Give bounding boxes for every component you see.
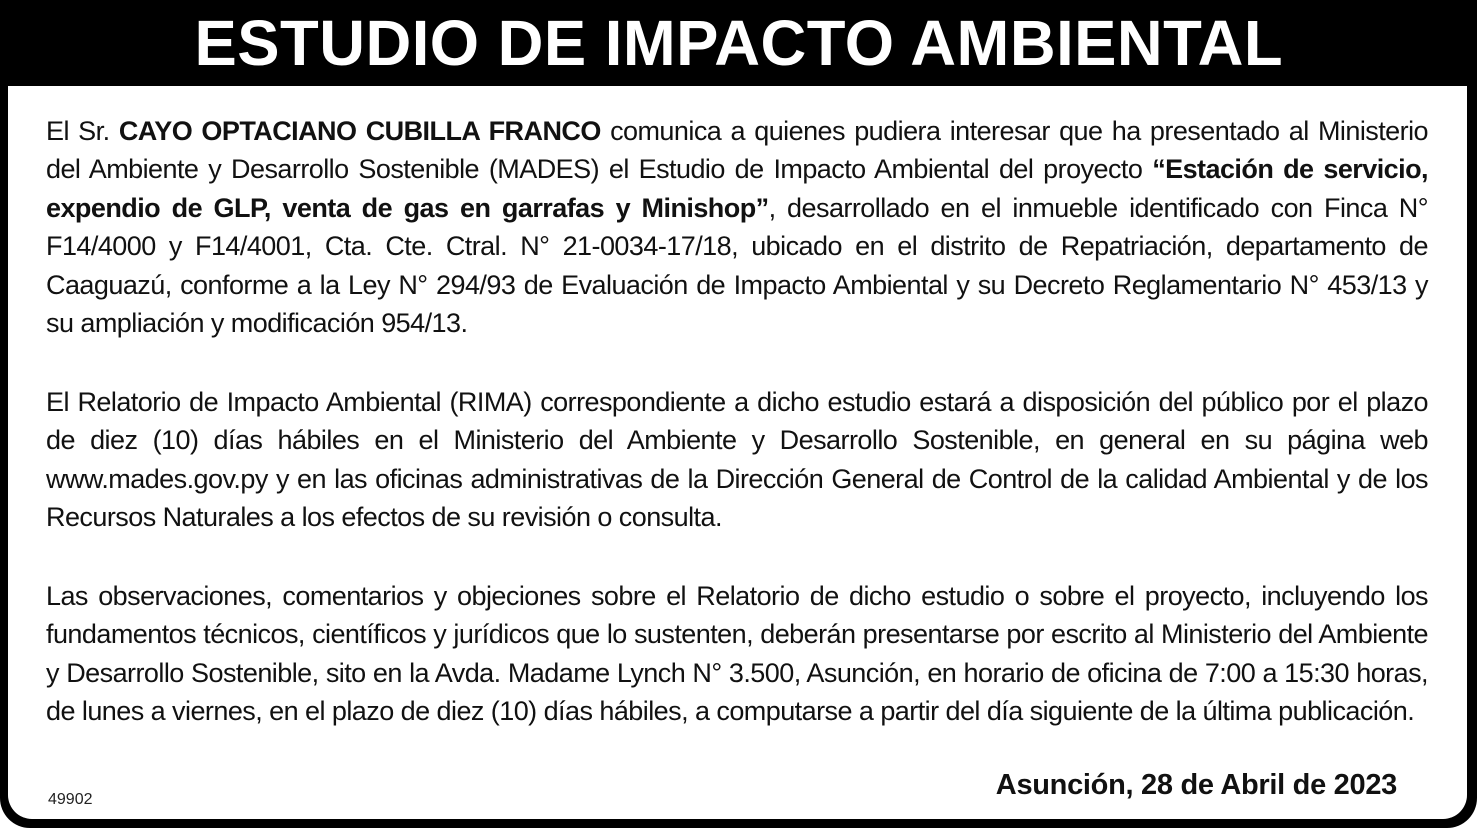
notice-title: ESTUDIO DE IMPACTO AMBIENTAL	[194, 7, 1283, 79]
paragraph-observations: Las observaciones, comentarios y objeciones sobre el Relatorio de dicho estudio o sobre el proyecto, incluyendo los fundamentos técnicos, científicos y jurídicos que lo sustenten, deberán presentarse por escrito al Ministerio del Ambiente y Desarrollo Sostenible, sito en la Avda. Madame Lynch N° 3.500, Asunción, en horario de oficina de 7:00 a 15:30 horas, de lunes a viernes, en el plazo de diez (10) días hábiles, a computarse a partir del día siguiente de la última publicación.	[46, 581, 1428, 727]
property-details-text: , desarrollado en el inmueble identificado con Finca N° F14/4000 y F14/4001, Cta. Cte. Ctral. N° 21-0034-17/18, ubicado en el distrito de Repatriación, departamento de Caaguazú, conforme a la Ley N° 294/93 de Evaluación de Impacto Ambiental y su Decreto Reglamentario N° 453/13 y su ampliación y modificación 954/13.	[46, 192, 1428, 339]
announcement-text: comunica a quienes pudiera interesar que ha presentado al Ministerio del Ambiente y Desarrollo Sostenible (MADES) el Estudio de Impacto Ambiental del proyecto	[46, 116, 1428, 185]
reference-number: 49902	[48, 791, 93, 808]
notice-body	[8, 86, 1467, 819]
intro-text: El Sr.	[46, 116, 119, 146]
paragraph-rima-availability: El Relatorio de Impacto Ambiental (RIMA) correspondiente a dicho estudio estará a disposición del público por el plazo de diez (10) días hábiles en el Ministerio del Ambiente y Desarrollo Sostenible, en general en su página web www.mades.gov.py y en las oficinas administrativas de la Dirección General de Control de la calidad Ambiental y de los Recursos Naturales a los efectos de su revisión o consulta.	[46, 387, 1428, 533]
applicant-name: CAYO OPTACIANO CUBILLA FRANCO	[118, 116, 601, 146]
project-name: “Estación de servicio, expendio de GLP, venta de gas en garrafas y Minishop”	[46, 154, 1428, 223]
notice-header	[0, 0, 1477, 86]
place-date: Asunción, 28 de Abril de 2023	[995, 769, 1397, 801]
paragraph-announcement	[46, 112, 1428, 342]
